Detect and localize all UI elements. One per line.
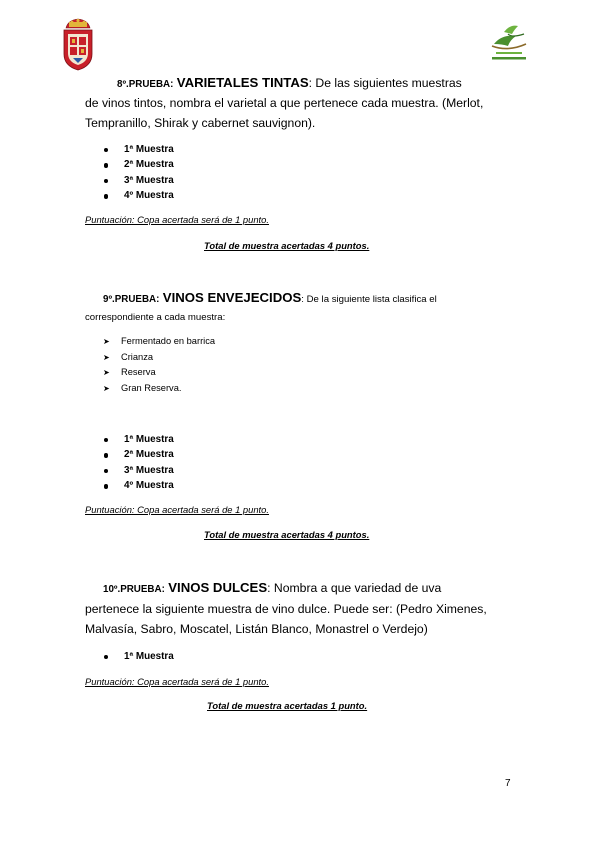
arrow-bullet-icon: ➤ — [103, 352, 110, 362]
section-8-heading — [117, 73, 462, 95]
list-item: ➤ Fermentado en barrica — [103, 334, 215, 350]
section-10-label: 10º.PRUEBA: — [103, 584, 165, 595]
list-item: ➤ Crianza — [103, 350, 215, 366]
section-8-sample-list — [104, 142, 174, 204]
section-10-text-3: Malvasía, Sabro, Moscatel, Listán Blanco, Monastrel o Verdejo) — [85, 622, 428, 636]
list-item: ➤ Gran Reserva. — [103, 381, 215, 397]
section-10-title: VINOS DULCES — [168, 580, 268, 595]
list-item: 4º Muestra — [104, 188, 174, 203]
list-item: 2ª Muestra — [104, 157, 174, 172]
list-item: ➤ Reserva — [103, 365, 215, 381]
section-10-text-1: : Nombra a que variedad de uva — [267, 581, 442, 595]
section-8-score-note: Puntuación: Copa acertada será de 1 punto. — [85, 214, 269, 225]
section-10-sample-list — [104, 649, 174, 664]
section-9-text-1: : De la siguiente lista clasifica el — [301, 294, 437, 305]
arrow-bullet-icon: ➤ — [103, 337, 110, 346]
section-10-score-note: Puntuación: Copa acertada será de 1 punto. — [85, 676, 269, 687]
section-9-text-2: correspondiente a cada muestra: — [85, 312, 226, 323]
arrow-bullet-icon: ➤ — [103, 383, 110, 393]
section-8-label: 8º.PRUEBA: — [117, 79, 174, 90]
section-8-title: VARIETALES TINTAS — [176, 75, 309, 90]
section-9-heading — [103, 288, 437, 310]
section-10-text-2: pertenece la siguiente muestra de vino dulce. Puede ser: (Pedro Ximenes, — [85, 602, 487, 616]
list-item: 3ª Muestra — [104, 463, 174, 478]
page-number: 7 — [505, 778, 511, 789]
list-item: 4º Muestra — [104, 478, 174, 493]
section-9-label: 9º.PRUEBA: — [103, 294, 160, 305]
section-8-total: Total de muestra acertadas 4 puntos. — [204, 240, 370, 251]
coat-of-arms-logo — [60, 16, 96, 72]
section-9-total: Total de muestra acertadas 4 puntos. — [204, 529, 370, 540]
section-10-heading — [103, 578, 441, 600]
section-8-text-3: Tempranillo, Shirak y cabernet sauvignon). — [85, 116, 316, 130]
arrow-bullet-icon: ➤ — [103, 368, 110, 377]
section-8-text-2: de vinos tintos, nombra el varietal a que pertenece cada muestra. (Merlot, — [85, 96, 484, 110]
list-item: 1ª Muestra — [104, 432, 174, 447]
list-item: 1ª Muestra — [104, 142, 174, 157]
section-10-total: Total de muestra acertadas 1 punto. — [207, 700, 368, 711]
list-item: 1ª Muestra — [104, 649, 174, 664]
section-9-score-note: Puntuación: Copa acertada será de 1 punto. — [85, 504, 269, 515]
section-9-sample-list — [104, 432, 174, 494]
list-item: 3ª Muestra — [104, 173, 174, 188]
section-8-text-1: : De las siguientes muestras — [308, 76, 462, 90]
section-9-title: VINOS ENVEJECIDOS — [162, 290, 302, 305]
list-item: 2ª Muestra — [104, 447, 174, 462]
section-9-options-list — [103, 334, 215, 396]
bacarro-rural-logo — [486, 22, 532, 64]
